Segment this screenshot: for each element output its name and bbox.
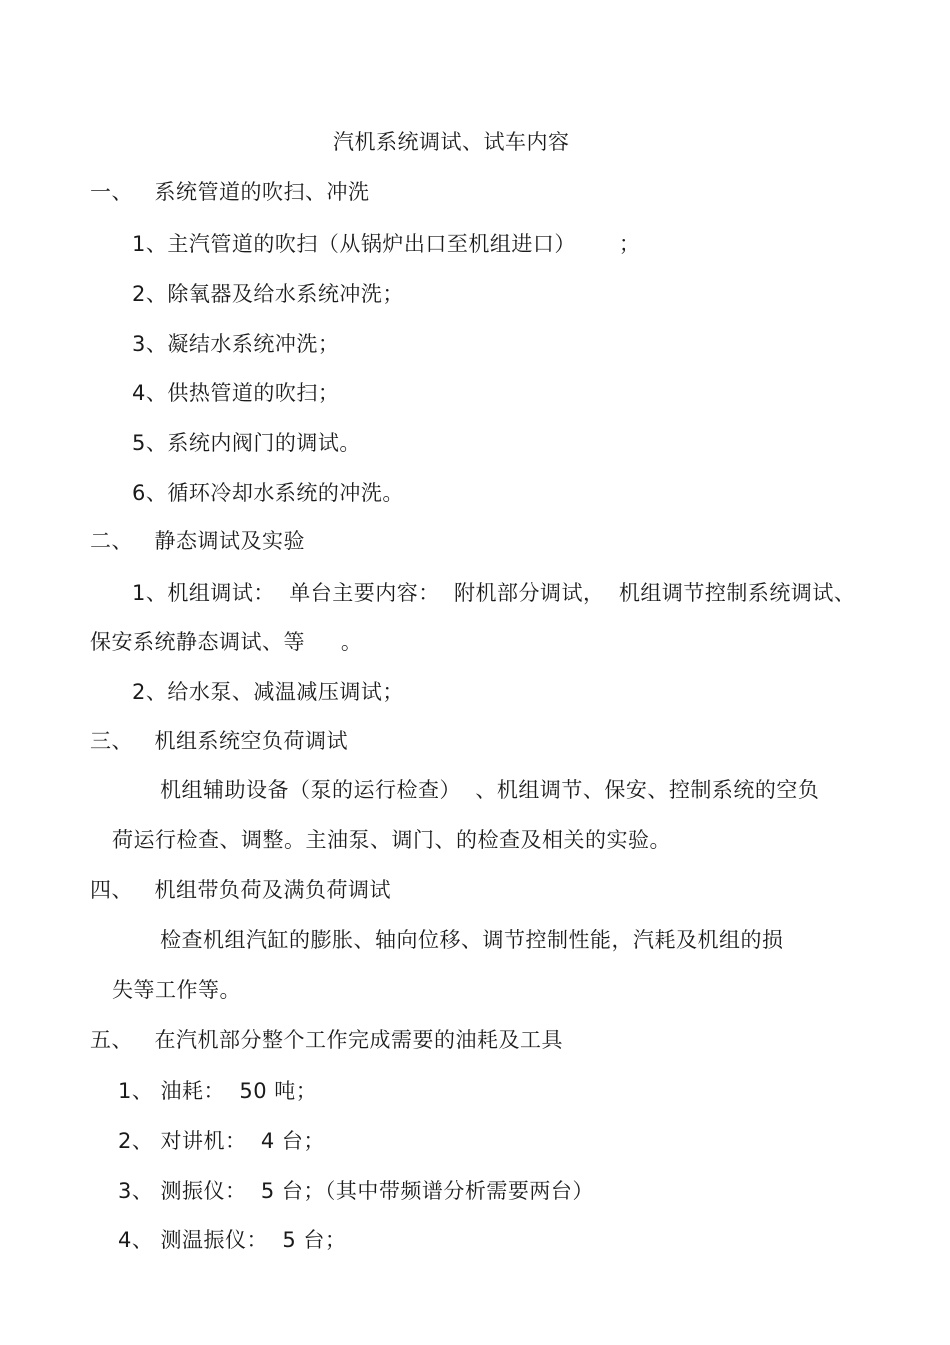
section-heading: 四、 机组带负荷及满负荷调试 [90,878,392,902]
list-item: 4、 测温振仪： 5 台； [118,1228,347,1252]
list-item: 2、给水泵、减温减压调试； [132,680,404,704]
list-item: 1、机组调试： 单台主要内容： 附机部分调试， 机组调节控制系统调试、 [132,581,856,605]
list-item: 2、 对讲机： 4 台； [118,1129,325,1153]
section-heading: 三、 机组系统空负荷调试 [90,729,349,753]
list-item: 2、除氧器及给水系统冲洗； [132,282,404,306]
section-heading: 二、 静态调试及实验 [90,529,306,553]
list-item: 6、循环冷却水系统的冲洗。 [132,481,404,505]
list-item: 3、凝结水系统冲洗； [132,332,340,356]
list-item-continuation: 保安系统静态调试、等 。 [90,630,363,654]
paragraph-line: 机组辅助设备（泵的运行检查） 、机组调节、保安、控制系统的空负 [160,778,820,802]
list-item: 4、供热管道的吹扫； [132,381,340,405]
section-heading: 一、 系统管道的吹扫、冲洗 [90,180,370,204]
list-item: 1、 油耗： 50 吨； [118,1079,318,1103]
list-item: 5、系统内阀门的调试。 [132,431,361,455]
paragraph-line: 检查机组汽缸的膨胀、轴向位移、调节控制性能，汽耗及机组的损 [160,928,784,952]
list-item: 1、主汽管道的吹扫（从锅炉出口至机组进口） ； [132,232,641,256]
list-item: 3、 测振仪： 5 台；（其中带频谱分析需要两台） [118,1179,594,1203]
document-title: 汽机系统调试、试车内容 [333,130,570,154]
paragraph-line: 失等工作等。 [112,978,241,1002]
section-heading: 五、 在汽机部分整个工作完成需要的油耗及工具 [90,1028,564,1052]
paragraph-line: 荷运行检查、调整。主油泵、调门、的检查及相关的实验。 [112,828,671,852]
